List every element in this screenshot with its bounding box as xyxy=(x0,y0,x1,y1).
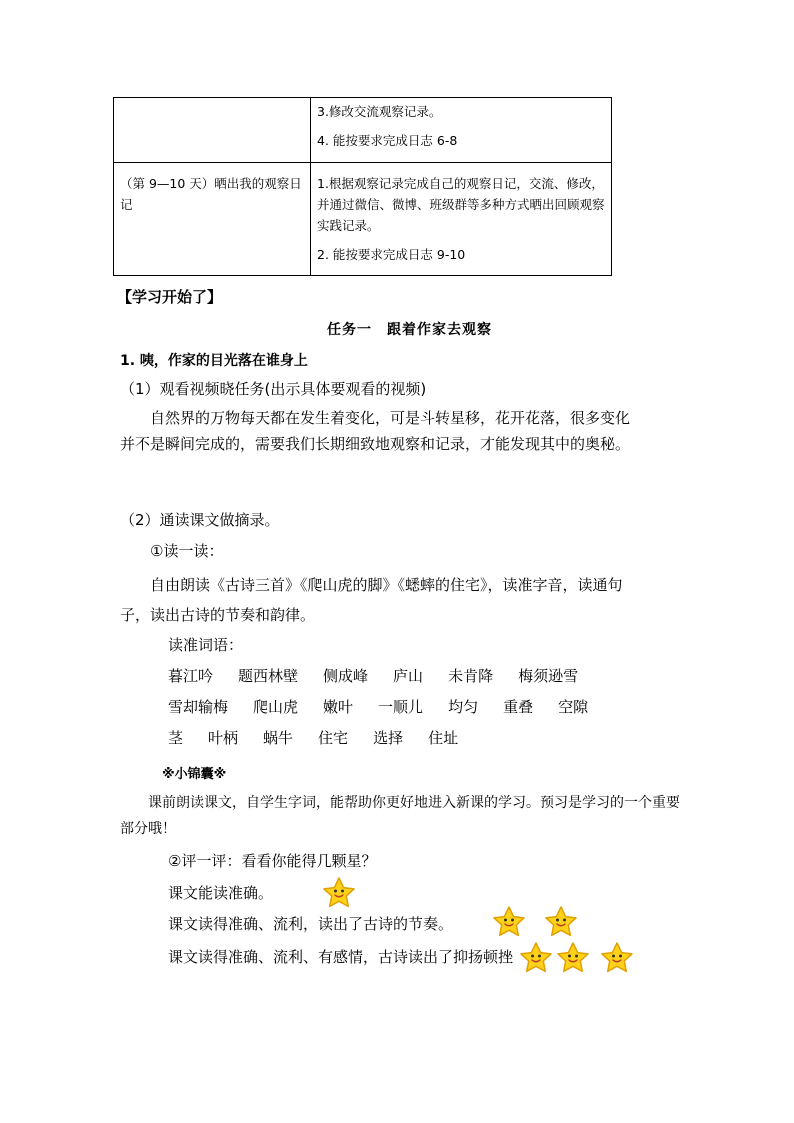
vocab-word: 均匀 xyxy=(448,698,479,716)
task-title: 任务一 跟着作家去观察 xyxy=(327,322,492,338)
table-row xyxy=(114,98,612,163)
vocab-word: 茎 xyxy=(168,729,184,747)
tip-title: ※小锦囊※ xyxy=(162,767,227,782)
vocab-word: 庐山 xyxy=(393,667,424,685)
table-row xyxy=(114,163,612,276)
eval-level-text: 课文读得准确、流利、有感情，古诗读出了抑扬顿挫 xyxy=(168,948,514,966)
vocab-word: 蜗牛 xyxy=(263,729,294,747)
star-icon xyxy=(544,905,578,939)
vocab-row xyxy=(168,696,613,717)
tip-text: 课前朗读课文，自学生字词，能帮助你更好地进入新课的学习。预习是学习的一个重要部分哦！ xyxy=(120,795,680,837)
vocab-word: 选择 xyxy=(373,729,404,747)
plan-table xyxy=(113,97,612,276)
vocab-row xyxy=(168,727,483,748)
star-icon xyxy=(492,905,526,939)
vocab-word: 叶柄 xyxy=(208,729,239,747)
eval-level-text: 课文能读准确。 xyxy=(168,884,274,902)
star-icon xyxy=(556,941,590,975)
item-text: 4. 能按要求完成日志 6-8 xyxy=(317,133,458,148)
items-cell xyxy=(311,163,612,276)
items-cell xyxy=(311,98,612,163)
paragraph: 自然界的万物每天都在发生着变化，可是斗转星移，花开花落，很多变化并不是瞬间完成的，需要我们长期细致地观察和记录，才能发现其中的奥秘。 xyxy=(120,409,631,453)
eval-label: ②评一评：看看你能得几颗星？ xyxy=(168,852,377,870)
vocab-word: 嫩叶 xyxy=(323,698,354,716)
vocab-word: 未肯降 xyxy=(448,667,494,685)
star-icon xyxy=(600,941,634,975)
eval-level-text: 课文读得准确、流利，读出了古诗的节奏。 xyxy=(168,915,454,933)
vocab-word: 暮江吟 xyxy=(168,667,214,685)
item-text: 1.根据观察记录完成自己的观察日记，交流、修改，并通过微信、微博、班级群等多种方式晒出回顾观察实践记录。 xyxy=(317,176,605,233)
vocab-word: 空隙 xyxy=(558,698,589,716)
item-text: 2. 能按要求完成日志 9-10 xyxy=(317,247,466,262)
vocab-word: 爬山虎 xyxy=(253,698,299,716)
vocab-word: 住宅 xyxy=(318,729,349,747)
section-heading: 【学习开始了】 xyxy=(117,288,223,306)
vocab-word: 侧成峰 xyxy=(323,667,369,685)
vocab-word: 梅须逊雪 xyxy=(518,667,579,685)
star-icon xyxy=(519,941,553,975)
subheading: （2）通读课文做摘录。 xyxy=(120,511,280,529)
vocab-word: 重叠 xyxy=(503,698,534,716)
vocab-word: 一顺儿 xyxy=(378,698,424,716)
item-text: 3.修改交流观察记录。 xyxy=(317,104,442,119)
stage-cell: （第 9—10 天）晒出我的观察日记 xyxy=(114,163,311,276)
vocab-word: 题西林壁 xyxy=(238,667,299,685)
read-label: ①读一读： xyxy=(150,542,224,560)
vocab-word: 住址 xyxy=(428,729,459,747)
paragraph: 自由朗读《古诗三首》《爬山虎的脚》《蟋蟀的住宅》，读准字音，读通句子，读出古诗的节奏和韵律。 xyxy=(120,576,623,624)
star-icon xyxy=(322,876,356,910)
subheading: （1）观看视频晓任务(出示具体要观看的视频) xyxy=(120,380,427,398)
stage-cell xyxy=(114,98,311,163)
question-title: 1. 咦，作家的目光落在谁身上 xyxy=(120,353,308,369)
vocab-label: 读准词语： xyxy=(168,636,244,654)
vocab-row xyxy=(168,665,603,686)
vocab-word: 雪却输梅 xyxy=(168,698,229,716)
